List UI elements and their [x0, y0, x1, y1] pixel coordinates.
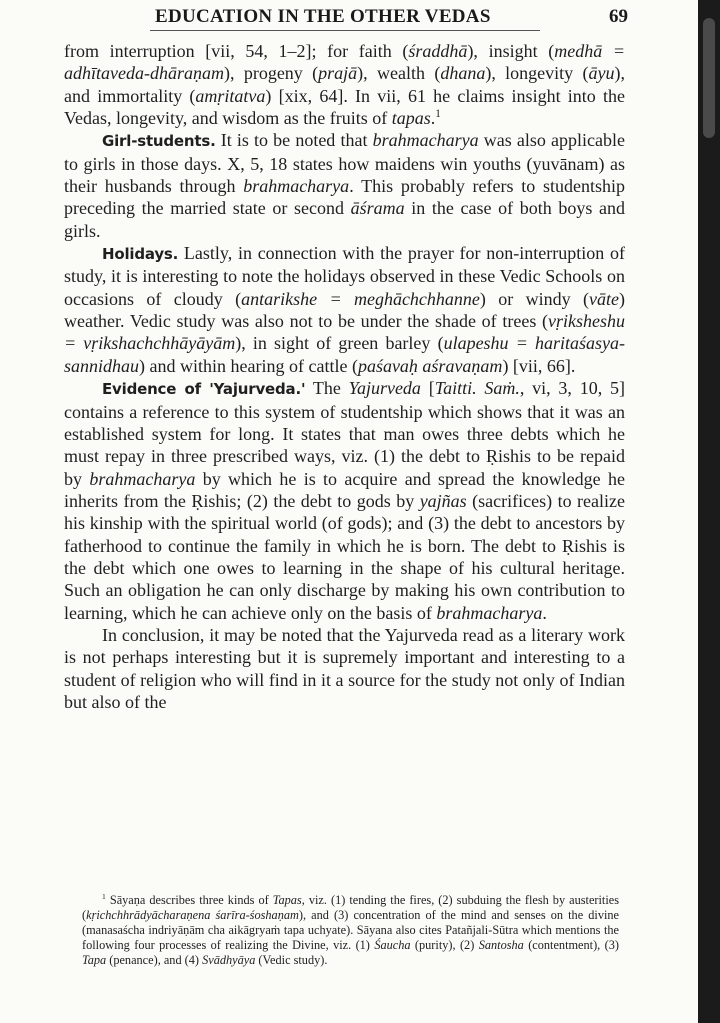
- text-run: Lastly, in connection with the prayer for non-interruption of study, it is interesting to note the holidays observed in these Vedic Schools on occasions of cloudy (: [64, 243, 625, 309]
- text-run: was also applicable to girls in those days. X, 5, 18 states how maidens win youths (yuvānam) as their husbands through: [64, 130, 625, 197]
- text-run: in the case of both boys and girls.: [64, 198, 626, 241]
- text-run: Sāyaṇa describes three kinds of: [105, 893, 273, 907]
- footnote-1: [82, 893, 619, 968]
- text-run: from interruption [vii, 54, 1–2]; for faith (: [64, 41, 409, 61]
- text-run: (contentment), (3): [523, 937, 619, 952]
- sanskrit-term: Tapa: [82, 952, 107, 967]
- sanskrit-term: vṛiksheshu = vṛikshachchhāyāyām: [64, 311, 625, 354]
- text-run: (penance), and (4): [106, 952, 203, 967]
- footnote-marker[interactable]: 1: [435, 108, 441, 121]
- paragraph-girl-students: [64, 129, 625, 242]
- scrollbar-thumb[interactable]: [703, 18, 715, 138]
- text-run: ), insight (: [467, 41, 555, 61]
- text-run: ), in sight of green barley (: [235, 333, 444, 354]
- text-run: ), wealth (: [357, 63, 441, 84]
- text-run: , viz. (1) tending the fires, (2) subduing the flesh by austerities (: [82, 893, 619, 922]
- sanskrit-term: āśrama: [350, 198, 405, 219]
- sanskrit-term: amṛitatva: [195, 85, 266, 106]
- sanskrit-term: medhā = adhītaveda-dhāraṇam: [64, 41, 625, 84]
- text-run: . This probably refers to studentship preceding the married state or second: [64, 176, 625, 219]
- side-heading: Holidays.: [102, 245, 179, 264]
- text-title: Yajurveda: [348, 378, 421, 399]
- side-heading: Girl-students.: [102, 132, 216, 151]
- paragraph-holidays: [64, 242, 625, 377]
- footnotes: [82, 893, 619, 968]
- text-run: ) or windy (: [479, 288, 590, 309]
- page-number: 69: [609, 6, 628, 27]
- sanskrit-term: prajā: [318, 63, 358, 84]
- sanskrit-term: brahmacharya: [436, 602, 543, 623]
- side-heading: Evidence of 'Yajurveda.': [102, 380, 306, 399]
- footnote-number: 1: [102, 891, 106, 901]
- text-run: It is to be noted that: [215, 130, 373, 151]
- sanskrit-term: dhana: [440, 63, 486, 84]
- text-run: ), longevity (: [485, 63, 589, 84]
- text-run: The: [305, 378, 349, 399]
- text-run: ) [xix, 64]. In vii, 61 he claims insight into the Vedas, longevity, and wisdom as the fruits of: [64, 85, 625, 129]
- sanskrit-term: brahmacharya: [372, 130, 479, 151]
- sanskrit-term: antarikshe = meghāchchhanne: [241, 288, 480, 309]
- sanskrit-term: brahmacharya: [243, 176, 350, 197]
- sanskrit-term: kṛichchhrādyācharaṇena śarīra-śoshaṇam: [86, 907, 299, 922]
- text-run: .: [542, 602, 547, 623]
- sanskrit-term: Svādhyāya: [202, 952, 256, 967]
- sanskrit-term: brahmacharya: [89, 468, 196, 489]
- paragraph-yajurveda: [64, 377, 625, 624]
- text-title: Taitti. Saṁ.: [434, 378, 520, 399]
- text-run: ), progeny (: [223, 63, 319, 84]
- sanskrit-term: āyu: [588, 63, 615, 84]
- sanskrit-term: yajñas: [419, 490, 467, 511]
- text-run: ), and immortality (: [64, 63, 625, 106]
- text-run: In conclusion, it may be noted that the Yajurveda read as a literary work is not perhaps interesting but it is supremely important and interesting to a student of religion who will find in it a source for the study not only of Indian but also of the: [64, 624, 625, 712]
- sanskrit-term: ulapeshu = haritaśasya-sannidhau: [64, 333, 625, 376]
- header-rule: [150, 30, 540, 31]
- sanskrit-term: paśavaḥ aśravaṇam: [357, 355, 503, 376]
- sanskrit-term: Santosha: [478, 937, 524, 952]
- running-head: EDUCATION IN THE OTHER VEDAS: [155, 6, 491, 27]
- text-run: by which he is to acquire and spread the knowledge he inherits from the Ṛishis; (2) the debt to gods by: [64, 468, 625, 511]
- vertical-scrollbar[interactable]: [698, 0, 720, 1023]
- text-run: ), and (3) concentration of the mind and senses on the divine (manasaścha indriyāṇām cha aikāgryaṁ tapa uchyate). Sāyana also cites Patañjali-Sūtra which mentions the following four processes of realizing the Divine, viz. (1): [82, 907, 619, 952]
- sanskrit-term: śraddhā: [408, 41, 468, 61]
- text-run: (Vedic study).: [255, 952, 328, 967]
- text-run: [: [420, 378, 435, 399]
- text-run: ) [vii, 66].: [502, 355, 576, 376]
- text-run: , vi, 3, 10, 5] contains a reference to this system of studentship which shows that it was an established system for long. It states that man owes three debts which he must repay in three prescribed ways, viz. (1) the debt to Ṛishis to be repaid by: [64, 378, 625, 489]
- paragraph-conclusion: [64, 624, 625, 713]
- text-run: (purity), (2): [410, 937, 479, 952]
- sanskrit-term: vāte: [589, 288, 620, 309]
- text-run: ) weather. Vedic study was also not to be under the shade of trees (: [64, 288, 626, 332]
- sanskrit-term: Tapas: [272, 893, 302, 907]
- sanskrit-term: tapas: [391, 108, 431, 129]
- text-run: .: [430, 108, 436, 129]
- sanskrit-term: Śaucha: [374, 937, 411, 952]
- text-run: (sacrifices) to realize his kinship with the spiritual world (of gods); and (3) the debt to ancestors by fatherhood to continue the family in which he is born. The debt to Ṛishis is the debt which one owes to learning in the shape of his cultural heritage. Such an obligation he can only discharge by making his own contribution to learning, which he can achieve only on the basis of: [64, 490, 626, 623]
- paragraph-continuation: [64, 40, 625, 129]
- body-text: [64, 40, 625, 713]
- text-run: ) and within hearing of cattle (: [139, 355, 358, 376]
